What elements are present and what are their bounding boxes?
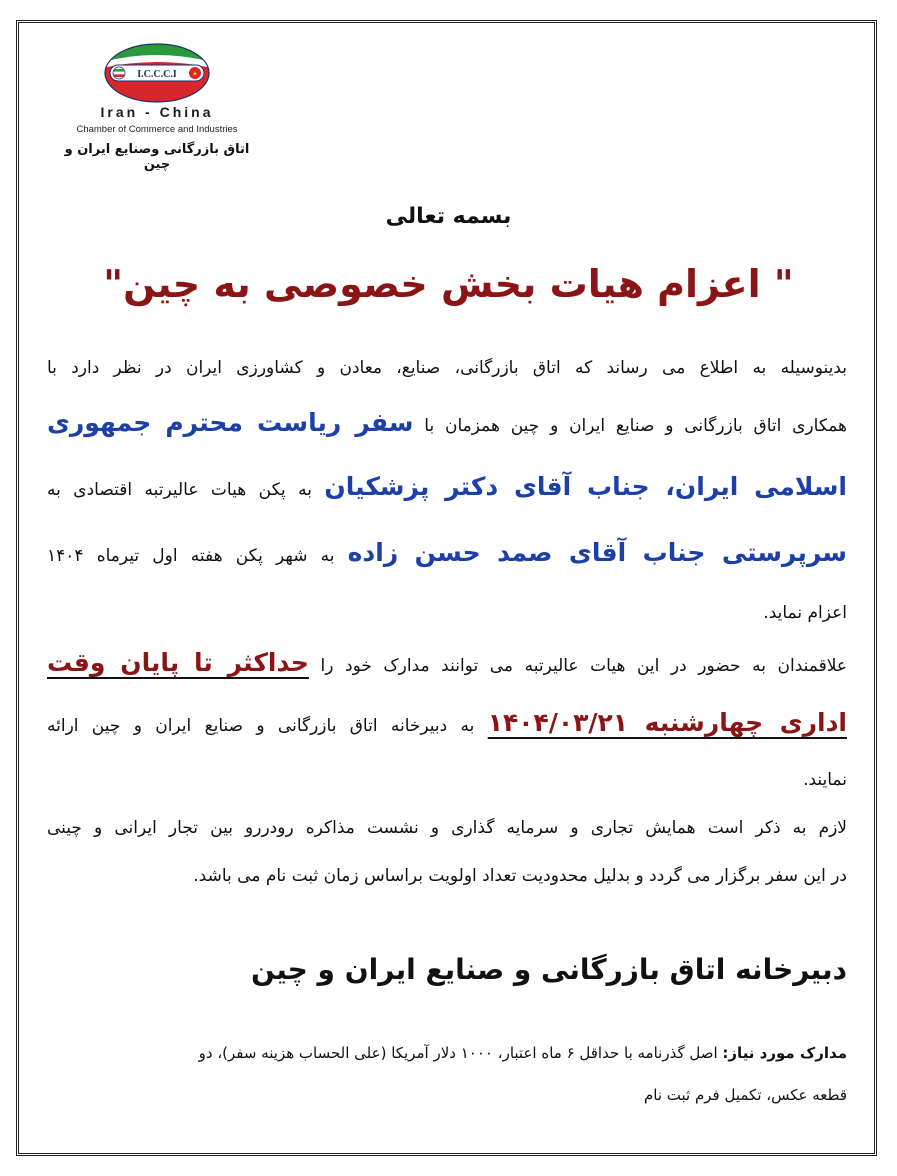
president-name-highlight: اسلامی ایران، جناب آقای دکتر پزشکیان xyxy=(324,472,847,501)
president-visit-highlight: سفر ریاست محترم جمهوری xyxy=(47,408,414,437)
chamber-logo-icon xyxy=(102,42,212,104)
paragraph1-line5: اعزام نماید. xyxy=(763,603,847,623)
required-documents-text: اصل گذرنامه با حداقل ۶ ماه اعتبار، ۱۰۰۰ دلار آمریکا (علی الحساب هزینه سفر)، دو xyxy=(198,1044,718,1062)
paragraph1-line4-text: به شهر پکن هفته اول تیرماه ۱۴۰۴ xyxy=(47,546,335,566)
logo-name-fa: اتاق بازرگانی وصنایع ایران و چین xyxy=(64,142,250,172)
required-documents-label: مدارک مورد نیاز: xyxy=(722,1044,847,1062)
svg-text:★: ★ xyxy=(192,70,198,78)
paragraph2-line2 xyxy=(47,708,847,737)
paragraph1-line2 xyxy=(47,408,847,437)
paragraph2-line1-text: علاقمندان به حضور در این هیات عالیرتبه می توانند مدارک خود را xyxy=(320,656,847,676)
logo xyxy=(50,42,264,172)
logo-name-en: Iran - China xyxy=(100,104,214,120)
secretariat-signature: دبیرخانه اتاق بازرگانی و صنایع ایران و چین xyxy=(251,953,847,986)
required-documents-line2: قطعه عکس، تکمیل فرم ثبت نام xyxy=(643,1086,847,1104)
delegation-head-highlight: سرپرستی جناب آقای صمد حسن زاده xyxy=(347,538,848,567)
paragraph2-line2-text: به دبیرخانه اتاق بازرگانی و صنایع ایران و چین ارائه xyxy=(47,716,475,736)
logo-badge-text: I.C.C.C.I xyxy=(137,69,177,80)
page-title: " اعزام هیات بخش خصوصی به چین" xyxy=(103,262,794,306)
required-documents-line1 xyxy=(47,1044,847,1062)
paragraph1-line2-text: همکاری اتاق بازرگانی و صنایع ایران و چین همزمان با xyxy=(424,416,848,436)
paragraph2-line1 xyxy=(47,648,847,677)
paragraph1-line1: بدینوسیله به اطلاع می رساند که اتاق بازرگانی، صنایع، معادن و کشاورزی ایران در نظر دارد با xyxy=(47,358,847,378)
paragraph2-line3: نمایند. xyxy=(803,770,847,790)
logo-subtitle-en: Chamber of Commerce and Industries xyxy=(76,124,238,135)
deadline-highlight: حداکثر تا پایان وقت xyxy=(47,648,309,677)
basmala-heading: بسمه تعالی xyxy=(385,204,512,229)
paragraph1-line3 xyxy=(47,472,847,501)
paragraph3-line2: در این سفر برگزار می گردد و بدلیل محدودیت تعداد اولویت براساس زمان ثبت نام می باشد. xyxy=(193,866,847,886)
paragraph1-line3-text: به پکن هیات عالیرتبه اقتصادی به xyxy=(47,480,312,500)
deadline-date-highlight: اداری چهارشنبه ۱۴۰۴/۰۳/۲۱ xyxy=(487,708,847,737)
paragraph1-line4 xyxy=(47,538,847,567)
paragraph3-line1: لازم به ذکر است همایش تجاری و سرمایه گذاری و نشست مذاکره رودررو بین تجار ایرانی و چینی xyxy=(47,818,847,838)
